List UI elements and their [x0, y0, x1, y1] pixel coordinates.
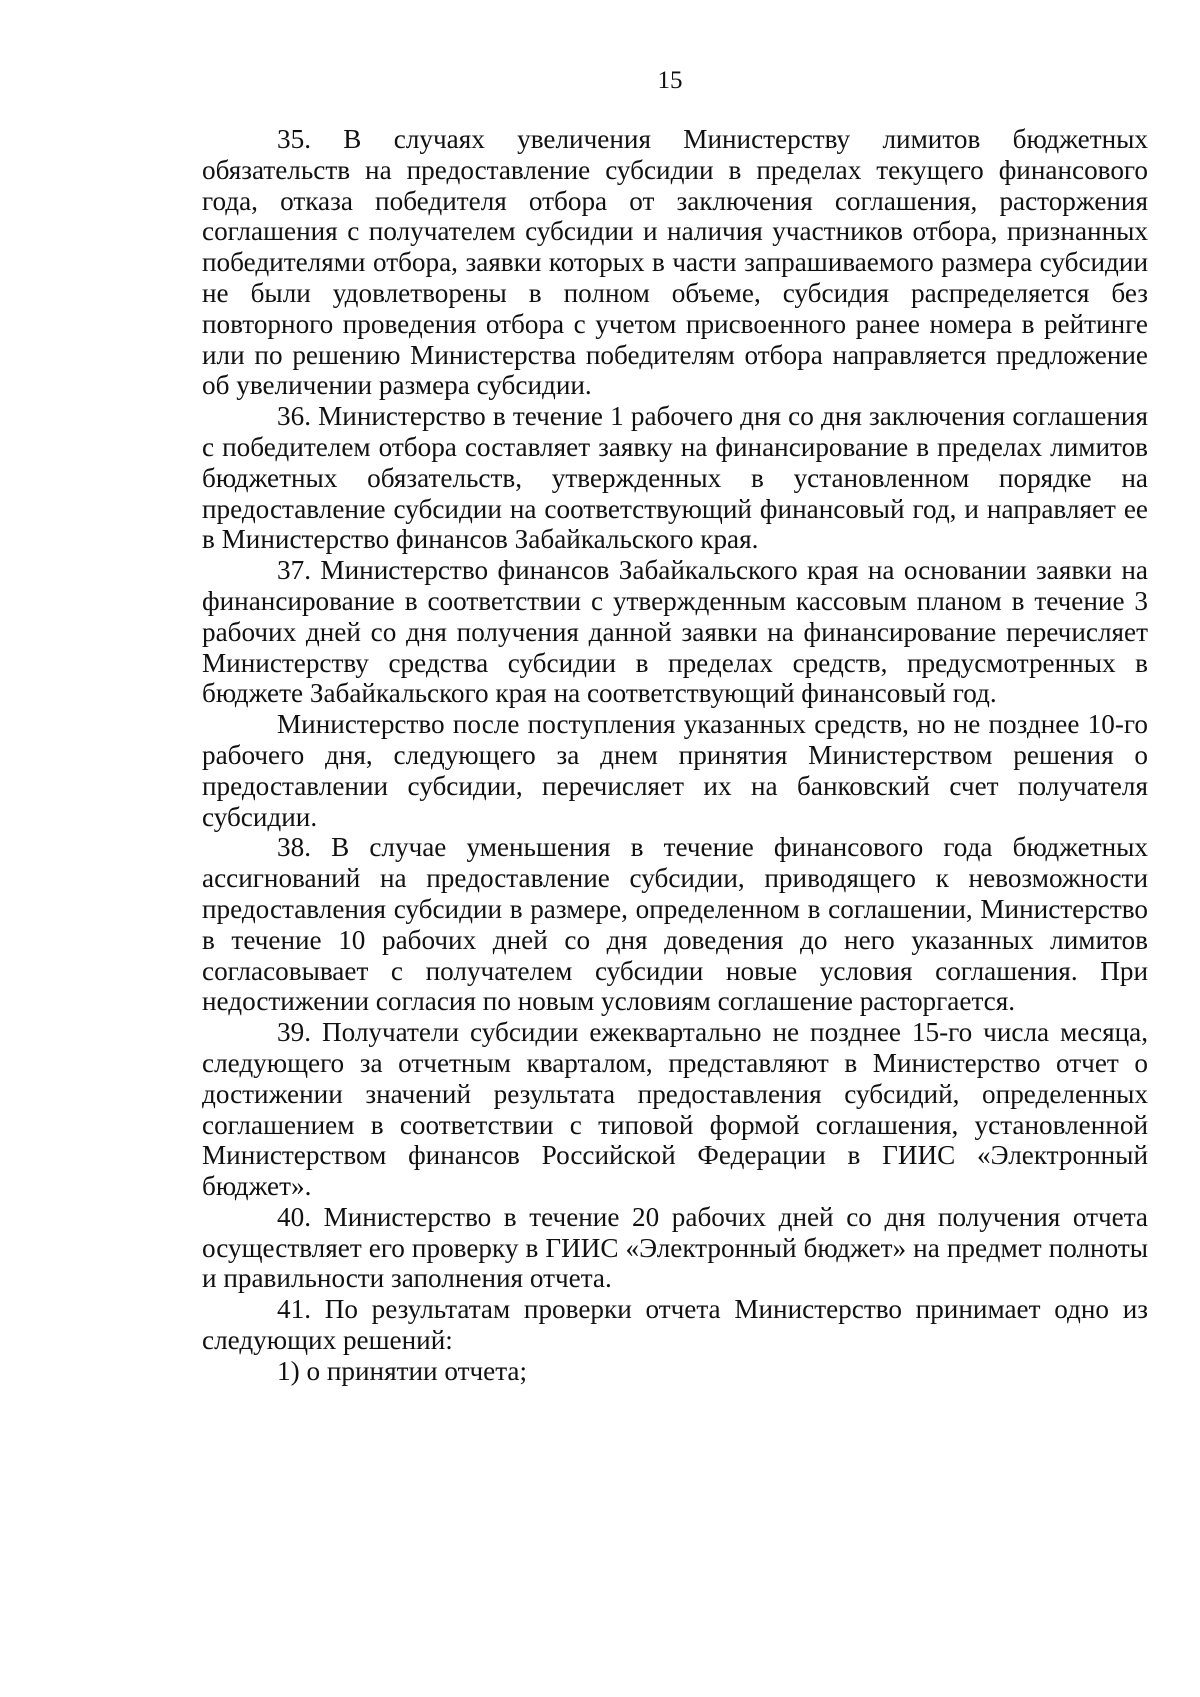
paragraph-40: 40. Министерство в течение 20 рабочих дней со дня получения отчета осуществляет его проверку в ГИИС «Электронный бюджет» на предмет полноты и правильности заполнения отчета. [202, 1201, 1148, 1294]
paragraph-41: 41. По результатам проверки отчета Министерство принимает одно из следующих решений: [202, 1294, 1148, 1356]
paragraph-37: 37. Министерство финансов Забайкальского края на основании заявки на финансирование в соответствии с утвержденным кассовым планом в течение 3 рабочих дней со дня получения данной заявки на финансирование перечисляет Министерству средства субсидии в пределах средств, предусмотренных в бюджете Забайкальского края на соответствующий финансовый год. [202, 555, 1148, 709]
document-body [202, 124, 1148, 1387]
paragraph-35: 35. В случаях увеличения Министерству лимитов бюджетных обязательств на предоставление субсидии в пределах текущего финансового года, отказа победителя отбора от заключения соглашения, расторжения соглашения с получателем субсидии и наличия участников отбора, признанных победителями отбора, заявки которых в части запрашиваемого размера субсидии не были удовлетворены в полном объеме, субсидия распределяется без повторного проведения отбора с учетом присвоенного ранее номера в рейтинге или по решению Министерства победителям отбора направляется предложение об увеличении размера субсидии. [202, 124, 1148, 401]
paragraph-36: 36. Министерство в течение 1 рабочего дня со дня заключения соглашения с победителем отбора составляет заявку на финансирование в пределах лимитов бюджетных обязательств, утвержденных в установленном порядке на предоставление субсидии на соответствующий финансовый год, и направляет ее в Министерство финансов Забайкальского края. [202, 401, 1148, 555]
paragraph-38: 38. В случае уменьшения в течение финансового года бюджетных ассигнований на предоставление субсидии, приводящего к невозможности предоставления субсидии в размере, определенном в соглашении, Министерство в течение 10 рабочих дней со дня доведения до него указанных лимитов согласовывает с получателем субсидии новые условия соглашения. При недостижении согласия по новым условиям соглашение расторгается. [202, 832, 1148, 1017]
list-item-1: 1) о принятии отчета; [277, 1355, 528, 1386]
paragraph-37-continuation: Министерство после поступления указанных средств, но не позднее 10-го рабочего дня, следующего за днем принятия Министерством решения о предоставлении субсидии, перечисляет их на банковский счет получателя субсидии. [202, 709, 1148, 832]
paragraph-39: 39. Получатели субсидии ежеквартально не позднее 15-го числа месяца, следующего за отчетным кварталом, представляют в Министерство отчет о достижении значений результата предоставления субсидий, определенных соглашением в соответствии с типовой формой соглашения, установленной Министерством финансов Российской Федерации в ГИИС «Электронный бюджет». [202, 1017, 1148, 1202]
page-number: 15 [657, 67, 683, 94]
